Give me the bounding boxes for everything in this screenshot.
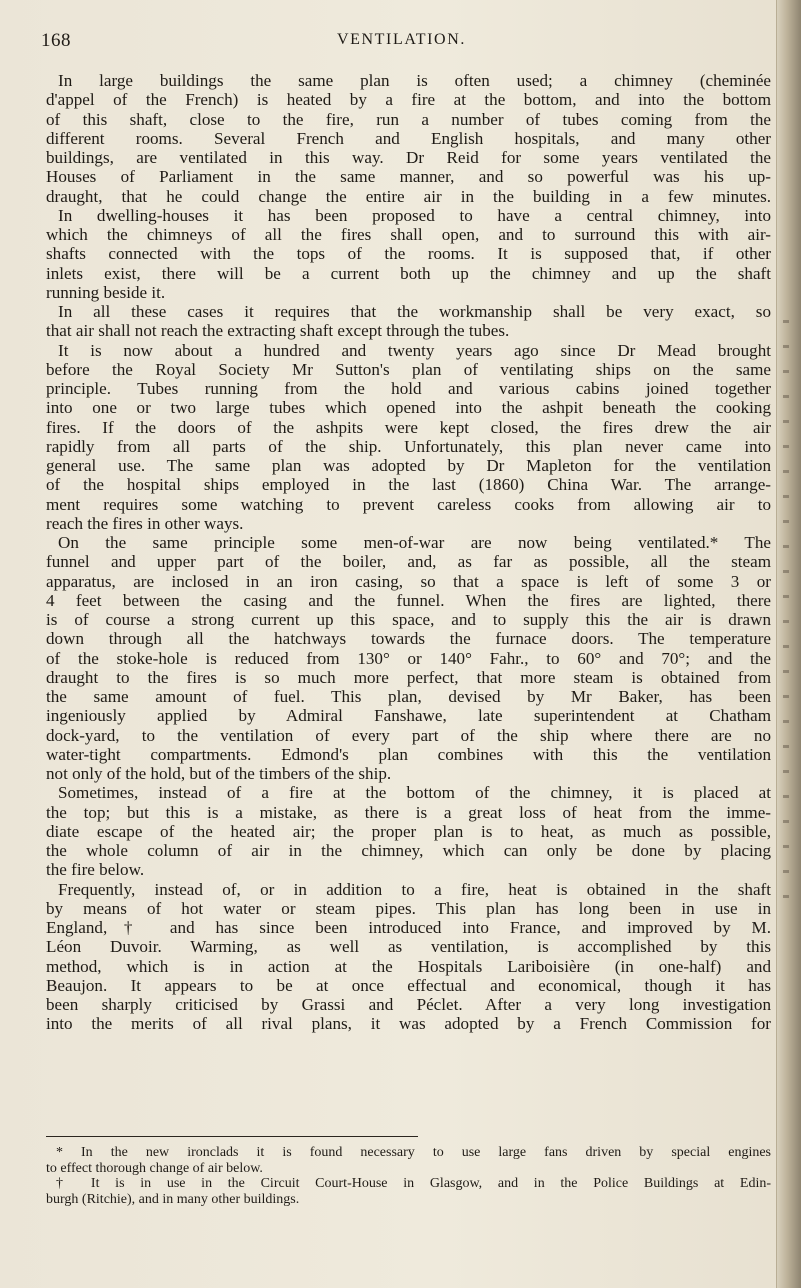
page-number: 168: [41, 30, 71, 51]
text-line: In all these cases it requires that the workmanship shall be very exact, so: [58, 302, 771, 321]
text-line: England,† and has since been introduced into France, and improved by M.: [46, 918, 771, 937]
text-line: ment requires some watching to prevent careless cooks from allowing air to: [46, 494, 771, 514]
text-line: draught, that he could change the entire air in the building in a few minutes.: [46, 186, 771, 206]
text-line: by means of hot water or steam pipes. This plan has long been in use in: [46, 898, 771, 918]
text-line: Beaujon. It appears to be at once effectual and economical, though it has: [46, 975, 771, 995]
text-line: which the chimneys of all the fires shall open, and to surround this with air-: [46, 225, 771, 244]
text-line: reach the fires in other ways.: [46, 513, 244, 533]
footnote-rule: [46, 1136, 418, 1137]
text-line: diate escape of the heated air; the proper plan is to heat, as much as possible,: [46, 821, 771, 841]
text-line: of the hospital ships employed in the last (1860) China War. The arrange-: [46, 475, 771, 495]
text-line: Sometimes, instead of a fire at the bottom of the chimney, it is placed at: [58, 783, 771, 803]
text-line: the same amount of fuel. This plan, devised by Mr Baker, has been: [46, 687, 771, 706]
body-text: [46, 71, 771, 1034]
text-line: principle. Tubes running from the hold and various cabins joined together: [46, 379, 771, 398]
text-line: into one or two large tubes which opened into the ashpit beneath the cooking: [46, 398, 771, 418]
text-line: buildings, are ventilated in this way. Dr Reid for some years ventilated the: [46, 148, 771, 167]
footnotes: [46, 1136, 771, 1207]
text-line: general use. The same plan was adopted by Dr Mapleton for the ventilation: [46, 456, 771, 475]
text-line: water-tight compartments. Edmond's plan combines with this the ventilation: [46, 744, 771, 764]
text-line: d'appel of the French) is heated by a fire at the bottom, and into the bottom: [46, 90, 771, 110]
footnote-line: * In the new ironclads it is found necessary to use large fans driven by special engines: [56, 1145, 771, 1160]
text-line: It is now about a hundred and twenty years ago since Dr Mead brought: [58, 340, 771, 360]
footnote-line: to effect thorough change of air below.: [46, 1160, 263, 1176]
text-line: On the same principle some men-of-war are now being ventilated.* The: [58, 533, 771, 552]
text-line: before the Royal Society Mr Sutton's plan of ventilating ships on the same: [46, 359, 771, 379]
text-line: inlets exist, there will be a current both up the chimney and up the shaft: [46, 263, 771, 283]
text-line: down through all the hatchways towards the furnace doors. The temperature: [46, 629, 771, 649]
footnote-line: burgh (Ritchie), and in many other buildings.: [46, 1191, 300, 1207]
text-line: draught to the fires is so much more perfect, that more steam is obtained from: [46, 667, 771, 687]
text-line: rapidly from all parts of the ship. Unfortunately, this plan never came into: [46, 436, 771, 456]
text-line: Frequently, instead of, or in addition to a fire, heat is obtained in the shaft: [58, 879, 771, 899]
text-line: In dwelling-houses it has been proposed to have a central chimney, into: [58, 205, 771, 225]
text-line: that air shall not reach the extracting shaft except through the tubes.: [46, 321, 510, 341]
text-line: running beside it.: [46, 282, 166, 302]
text-line: different rooms. Several French and English hospitals, and many other: [46, 128, 771, 148]
running-head: VENTILATION.: [337, 31, 466, 48]
facing-page-bleed: [783, 320, 797, 920]
text-line: apparatus, are inclosed in an iron casing, so that a space is left of some 3 or: [46, 571, 771, 591]
text-line: is of course a strong current up this space, and to supply this the air is drawn: [46, 610, 771, 629]
text-line: In large buildings the same plan is often used; a chimney (cheminée: [58, 71, 771, 90]
text-line: the fire below.: [46, 860, 145, 880]
page-header: [41, 30, 761, 56]
text-line: Houses of Parliament in the same manner, and so powerful was his up-: [46, 167, 771, 187]
text-line: shafts connected with the tops of the rooms. It is supposed that, if other: [46, 244, 771, 264]
text-line: the top; but this is a mistake, as there is a great loss of heat from the imme-: [46, 802, 771, 822]
text-line: into the merits of all rival plans, it was adopted by a French Commission for: [46, 1014, 771, 1034]
text-line: the whole column of air in the chimney, which can only be done by placing: [46, 841, 771, 860]
text-line: Léon Duvoir. Warming, as well as ventilation, is accomplished by this: [46, 937, 771, 957]
text-line: 4 feet between the casing and the funnel. When the fires are lighted, there: [46, 590, 771, 610]
text-line: been sharply criticised by Grassi and Péclet. After a very long investigation: [46, 995, 771, 1014]
text-line: dock-yard, to the ventilation of every part of the ship where there are no: [46, 725, 771, 745]
text-line: not only of the hold, but of the timbers of the ship.: [46, 764, 392, 783]
page-edge: [776, 0, 801, 1288]
text-line: method, which is in action at the Hospitals Lariboisière (in one-half) and: [46, 956, 771, 976]
text-line: funnel and upper part of the boiler, and, as far as possible, all the steam: [46, 552, 771, 572]
text-line: of the stoke-hole is reduced from 130° or 140° Fahr., to 60° and 70°; and the: [46, 648, 771, 668]
text-line: of this shaft, close to the fire, run a number of tubes coming from the: [46, 109, 771, 129]
text-line: ingeniously applied by Admiral Fanshawe, late superintendent at Chatham: [46, 706, 771, 726]
footnote-line: † It is in use in the Circuit Court-House in Glasgow, and in the Police Buildings at Edin-: [56, 1176, 771, 1191]
text-line: fires. If the doors of the ashpits were kept closed, the fires drew the air: [46, 417, 771, 437]
